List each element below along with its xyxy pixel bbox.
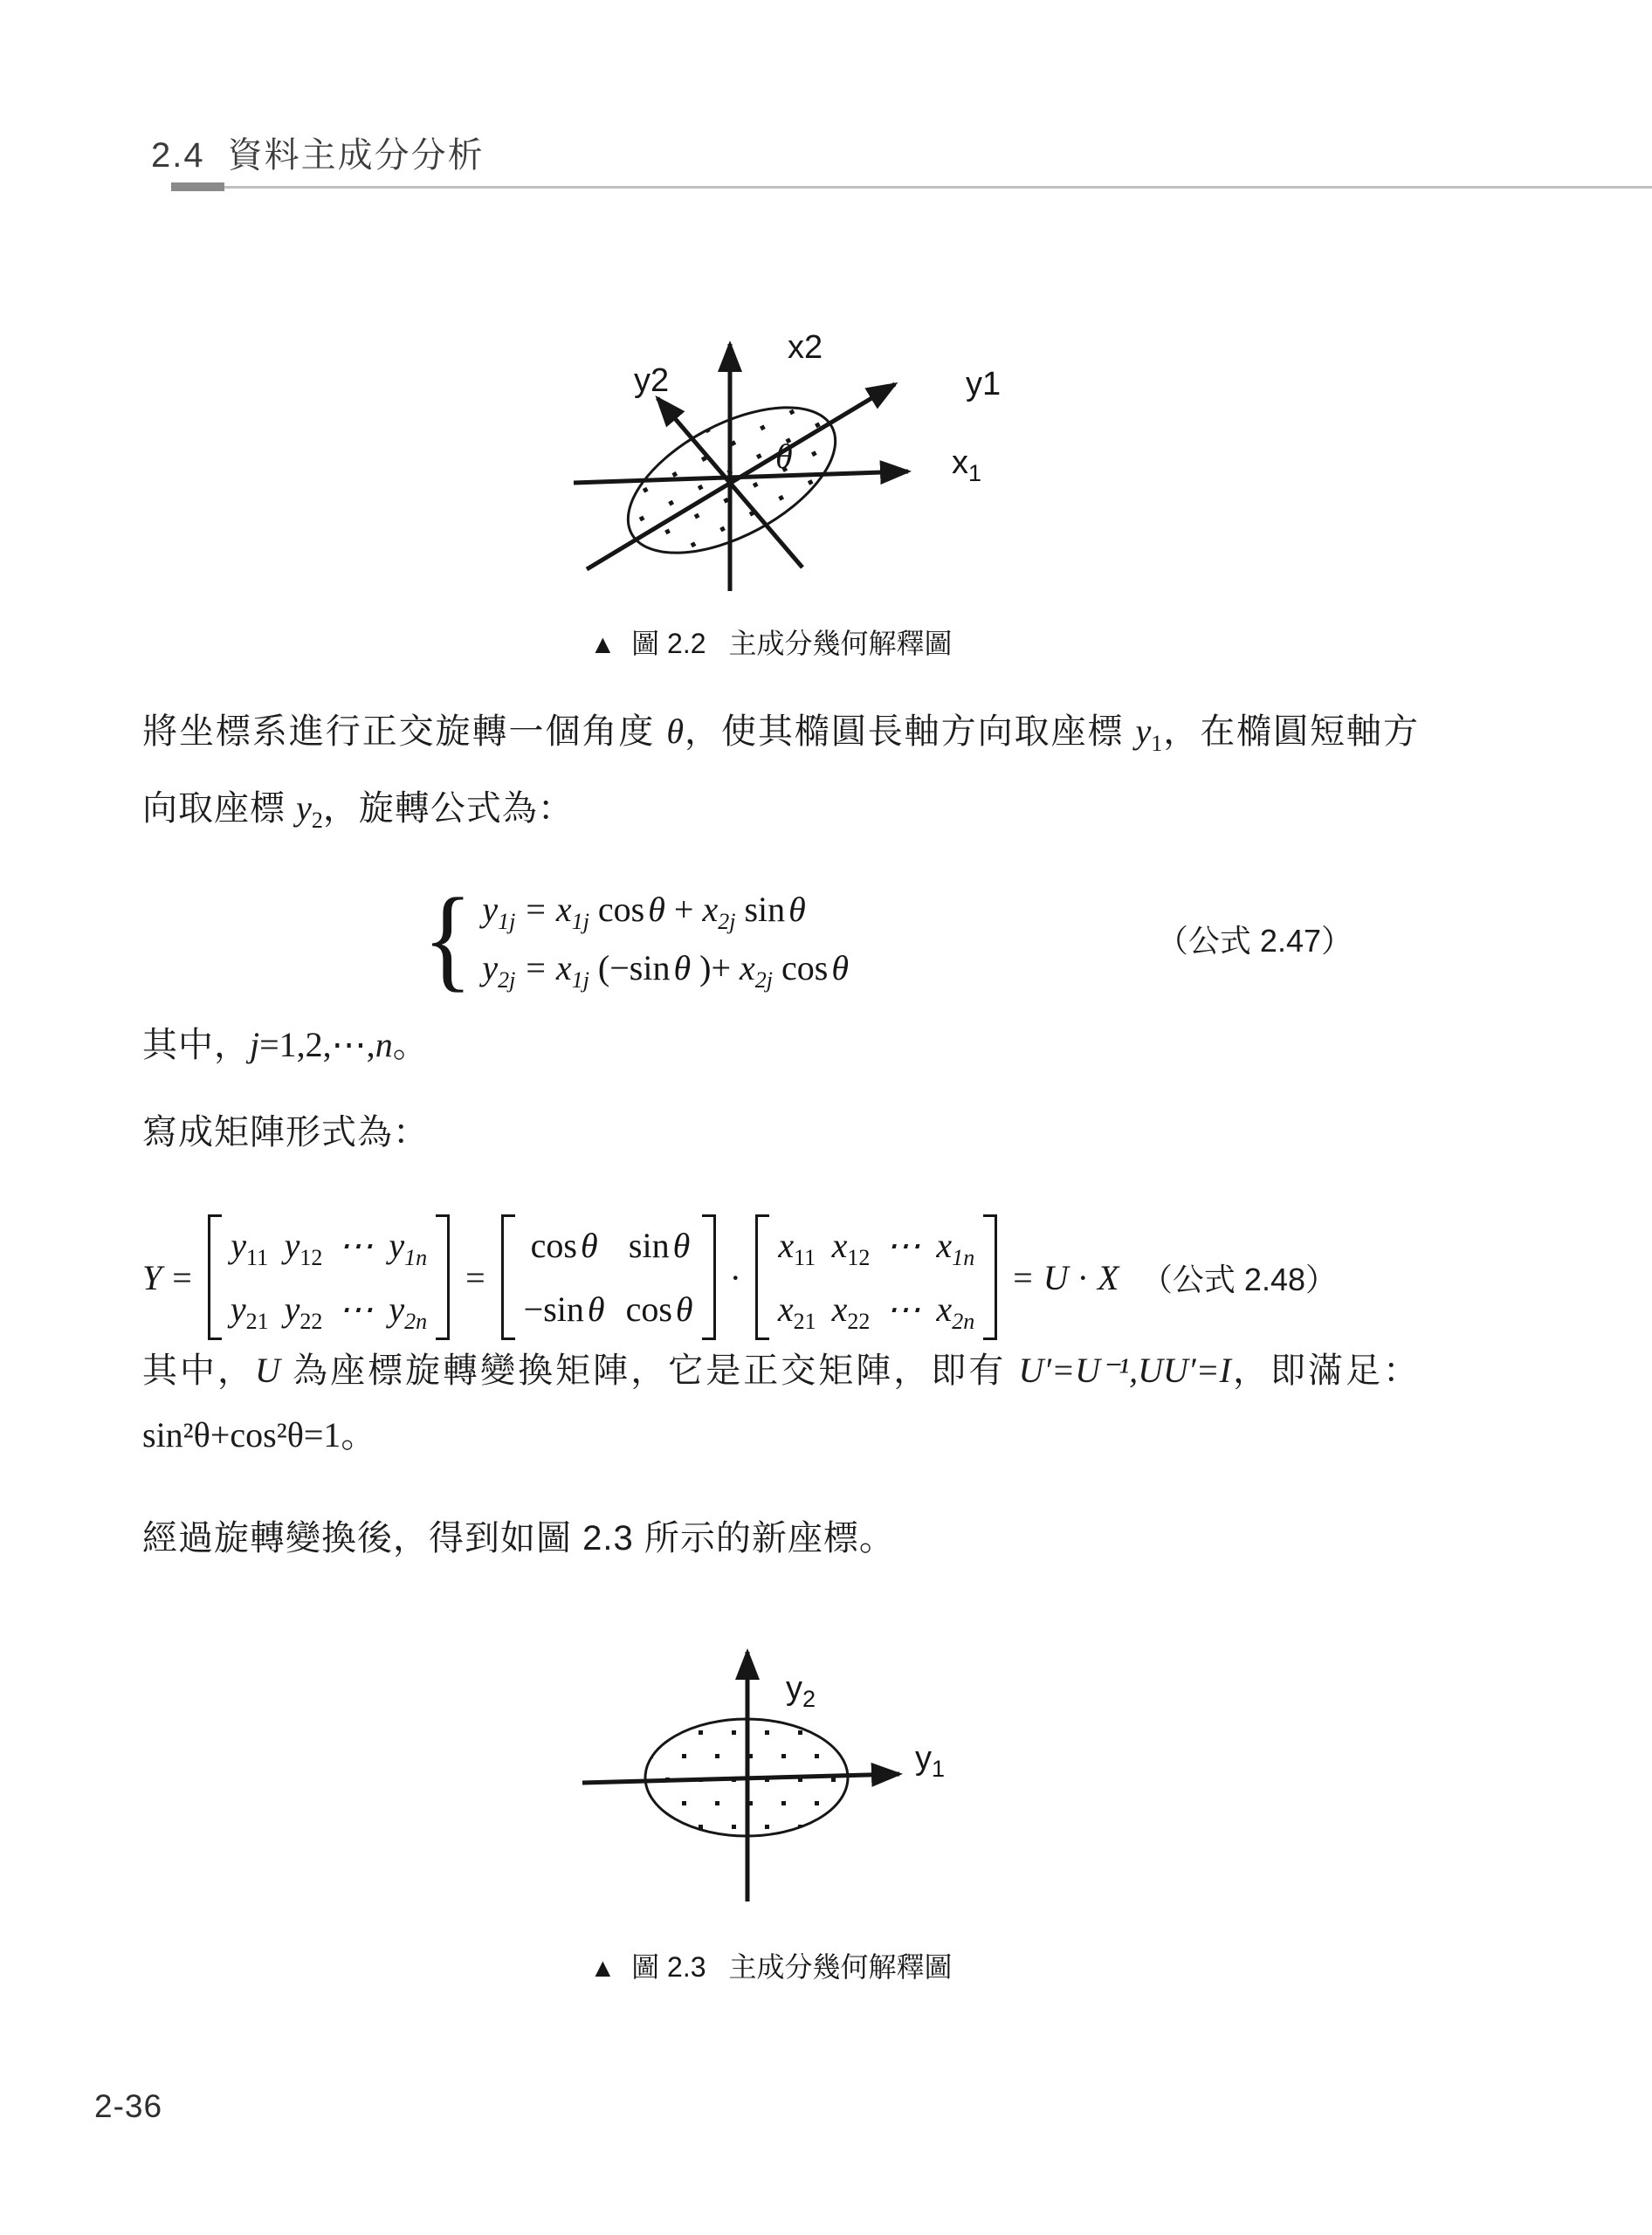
bracket-left bbox=[501, 1214, 515, 1340]
math-Y: Y bbox=[142, 1257, 162, 1297]
section-number: 2.4 bbox=[151, 136, 205, 175]
section-rule bbox=[224, 186, 1652, 189]
section-heading bbox=[151, 127, 485, 177]
y1-axis bbox=[587, 384, 895, 569]
matrix-X: $x_{11}$ $x_{12}$ ⋯ $x_{1n}$ $x_{21}$ $x_{22}$ ⋯ $x_{2n}$ bbox=[755, 1214, 997, 1340]
equation-2-48 bbox=[142, 1216, 1419, 1338]
equals-sign: = bbox=[465, 1257, 485, 1297]
bracket-left bbox=[208, 1214, 222, 1340]
y1-axis-label: y1 bbox=[966, 366, 1002, 402]
text-run: ，在橢圓短軸方向取座標 bbox=[142, 712, 1419, 828]
equals-sign: = bbox=[1013, 1257, 1033, 1297]
paragraph-after-rotation bbox=[142, 1506, 1419, 1571]
brace-icon: { bbox=[423, 874, 473, 1002]
math-sub: 1 bbox=[1151, 731, 1163, 756]
equation-2-47 bbox=[142, 873, 1419, 1004]
figure-2-3-caption bbox=[142, 1945, 1400, 1985]
text-run: 寫成矩陣形式為： bbox=[142, 1113, 429, 1152]
paragraph-rotation-intro bbox=[142, 699, 1419, 853]
math-theta: θ bbox=[666, 712, 685, 751]
paragraph-matrix-form bbox=[142, 1100, 1419, 1165]
text-run: 將坐標系進行正交旋轉一個角度 bbox=[142, 712, 667, 751]
text-run: 為座標旋轉變換矩陣，它是正交矩陣，即有 bbox=[279, 1351, 1019, 1390]
section-title: 資料主成分分析 bbox=[227, 136, 485, 175]
equation-2-48-number: （公式 2.48） bbox=[1140, 1261, 1337, 1297]
math-y1: y bbox=[1135, 712, 1152, 751]
text-run: 經過旋轉變換後，得到如圖 2.3 所示的新座標。 bbox=[142, 1519, 895, 1558]
x1-axis-label: $x_1$ bbox=[952, 444, 982, 486]
page-number: 2-36 bbox=[94, 2088, 163, 2124]
math-y2: y bbox=[296, 788, 312, 828]
text-run: 。 bbox=[392, 1026, 429, 1064]
math-n: n bbox=[375, 1025, 393, 1064]
bracket-right bbox=[702, 1214, 716, 1340]
bracket-right bbox=[436, 1214, 450, 1340]
equation-2-47-lines bbox=[482, 889, 850, 993]
text-run: ，使其橢圓長軸方向取座標 bbox=[684, 712, 1136, 751]
matrix-rotation-U: cos θ sin θ −sin θ cos θ bbox=[501, 1214, 716, 1340]
bracket-left bbox=[755, 1214, 769, 1340]
math-sub: 2 bbox=[311, 808, 323, 833]
y2-axis-label: $y_2$ bbox=[786, 1670, 816, 1712]
text-run: 其中， bbox=[142, 1026, 250, 1064]
y1-axis-label: $y_1$ bbox=[915, 1740, 946, 1782]
x2-axis-label: x2 bbox=[788, 329, 823, 366]
equation-2-47-number: （公式 2.47） bbox=[1156, 922, 1353, 959]
figure-2-2-number: 圖 2.2 bbox=[631, 628, 706, 659]
text-run: 其中， bbox=[142, 1351, 256, 1390]
theta-angle-label: θ bbox=[775, 437, 793, 476]
equals-sign: = bbox=[172, 1257, 192, 1297]
figure-2-2-caption bbox=[142, 622, 1400, 662]
figure-2-3-title: 主成分幾何解釋圖 bbox=[728, 1951, 953, 1983]
figure-2-2-title: 主成分幾何解釋圖 bbox=[728, 628, 953, 659]
math-trig-identity: sin²θ+cos²θ=1。 bbox=[142, 1415, 376, 1454]
math-j: j bbox=[250, 1025, 260, 1064]
equation-2-47-line2: $y_{2j} = x_{1j}$ (−sin θ )+ $x_{2j}$ cos θ bbox=[482, 948, 850, 993]
text-run: ，旋轉公式為： bbox=[322, 789, 574, 828]
text-run: ，即滿足： bbox=[1230, 1351, 1420, 1390]
multiply-dot: · bbox=[1077, 1257, 1089, 1297]
math-U: U bbox=[255, 1351, 280, 1390]
equation-2-47-line1: $y_{1j} = x_{1j}$ $\cos \theta + x_{2j}$ sin θ bbox=[482, 890, 806, 934]
multiply-dot: · bbox=[729, 1257, 741, 1297]
paragraph-where-j bbox=[142, 1013, 1419, 1077]
math-U: U bbox=[1043, 1257, 1069, 1297]
figure-2-2-pca-rotated-axes bbox=[559, 321, 1030, 614]
math-sequence: =1,2,⋯, bbox=[259, 1025, 375, 1064]
figure-2-3-pca-new-axes bbox=[559, 1629, 978, 1917]
caption-triangle-icon: ▲ bbox=[589, 630, 616, 659]
paragraph-where-u bbox=[142, 1338, 1419, 1468]
bracket-right bbox=[983, 1214, 997, 1340]
figure-2-3-number: 圖 2.3 bbox=[631, 1951, 706, 1983]
matrix-Y: $y_{11}$ $y_{12}$ ⋯ $y_{1n}$ $y_{21}$ $y_{22}$ ⋯ $y_{2n}$ bbox=[208, 1214, 450, 1340]
section-rule-accent bbox=[171, 182, 224, 191]
y2-axis-label: y2 bbox=[634, 362, 670, 399]
math-X: X bbox=[1097, 1257, 1119, 1297]
math-orthogonal-identity: U′=U⁻¹,UU′=I bbox=[1018, 1351, 1231, 1390]
caption-triangle-icon: ▲ bbox=[589, 1954, 616, 1983]
